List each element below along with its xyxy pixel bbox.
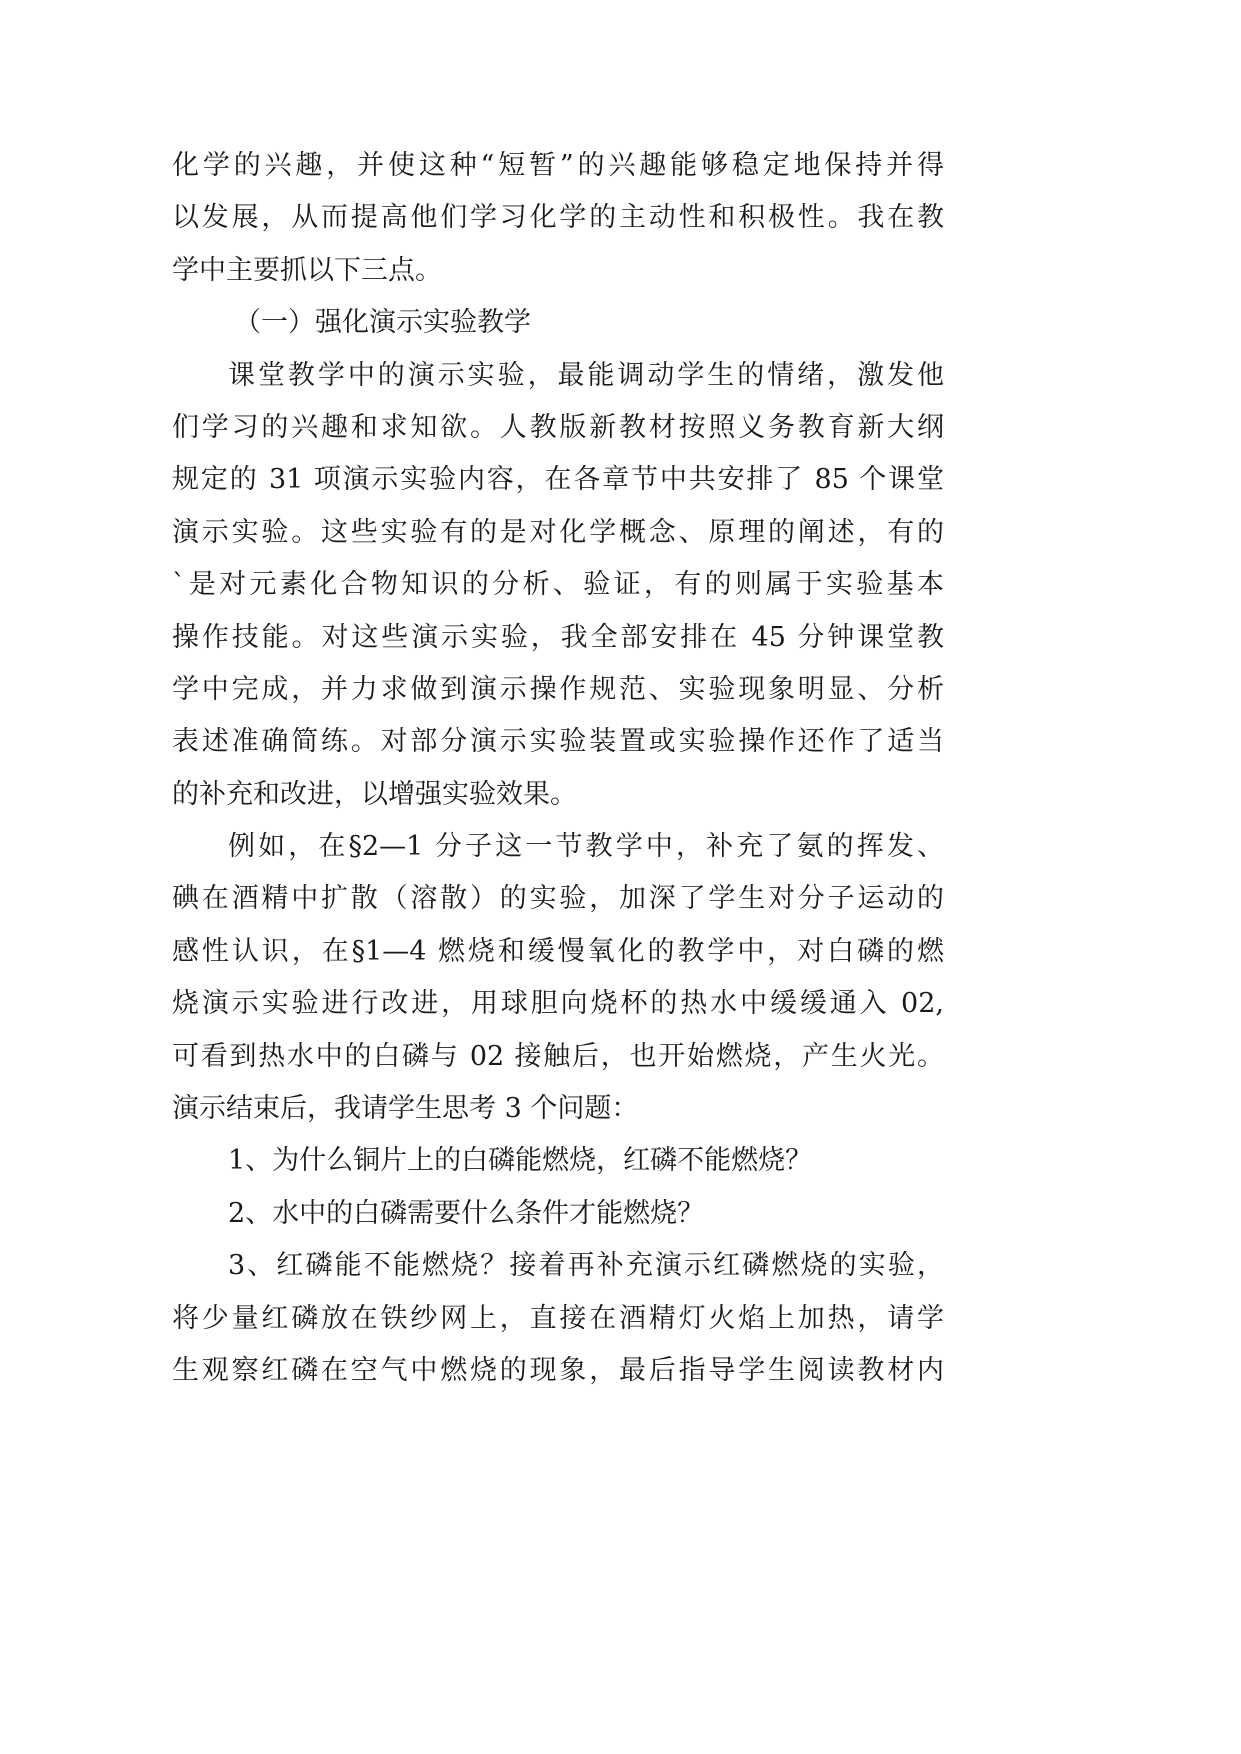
text-line: 生观察红磷在空气中燃烧的现象，最后指导学生阅读教材内 (172, 1354, 944, 1386)
text-line: 将少量红磷放在铁纱网上，直接在酒精灯火焰上加热，请学 (172, 1302, 944, 1334)
text-line: 操作技能。对这些演示实验，我全部安排在 45 分钟课堂教 (172, 621, 944, 653)
list-item: 2、水中的白磷需要什么条件才能燃烧？ (228, 1197, 705, 1229)
text-line: 可看到热水中的白磷与 02 接触后，也开始燃烧，产生火光。 (172, 1040, 944, 1072)
section-heading: （一）强化演示实验教学 (234, 307, 531, 339)
document-body (172, 140, 944, 1397)
text-line: 例如，在§2—1 分子这一节教学中，补充了氨的挥发、 (228, 831, 944, 863)
text-line: 们学习的兴趣和求知欲。人教版新教材按照义务教育新大纲 (172, 411, 944, 443)
text-line: 课堂教学中的演示实验，最能调动学生的情绪，激发他 (228, 359, 944, 391)
text-line: 表述准确简练。对部分演示实验装置或实验操作还作了适当 (172, 726, 944, 758)
text-line: 化学的兴趣，并使这种“短暂”的兴趣能够稳定地保持并得 (172, 150, 944, 181)
text-line: 学中完成，并力求做到演示操作规范、实验现象明显、分析 (172, 673, 944, 705)
text-line: 以发展，从而提高他们学习化学的主动性和积极性。我在教 (172, 202, 944, 234)
text-line: 碘在酒精中扩散（溶散）的实验，加深了学生对分子运动的 (172, 883, 944, 915)
text-line: 演示实验。这些实验有的是对化学概念、原理的阐述，有的 (172, 516, 944, 548)
text-line: 的补充和改进，以增强实验效果。 (172, 778, 577, 810)
text-line: 学中主要抓以下三点。 (172, 254, 442, 286)
list-item: 3、红磷能不能燃烧？接着再补充演示红磷燃烧的实验， (228, 1250, 944, 1282)
text-line: 演示结束后，我请学生思考 3 个问题： (172, 1093, 639, 1125)
text-line: 感性认识，在§1—4 燃烧和缓慢氧化的教学中，对白磷的燃 (172, 935, 944, 967)
text-line: `是对元素化合物知识的分析、验证，有的则属于实验基本 (172, 569, 944, 601)
text-line: 烧演示实验进行改进，用球胆向烧杯的热水中缓缓通入 02, (172, 988, 944, 1020)
list-item: 1、为什么铜片上的白磷能燃烧，红磷不能燃烧？ (228, 1145, 813, 1177)
text-line: 规定的 31 项演示实验内容，在各章节中共安排了 85 个课堂 (172, 464, 944, 496)
